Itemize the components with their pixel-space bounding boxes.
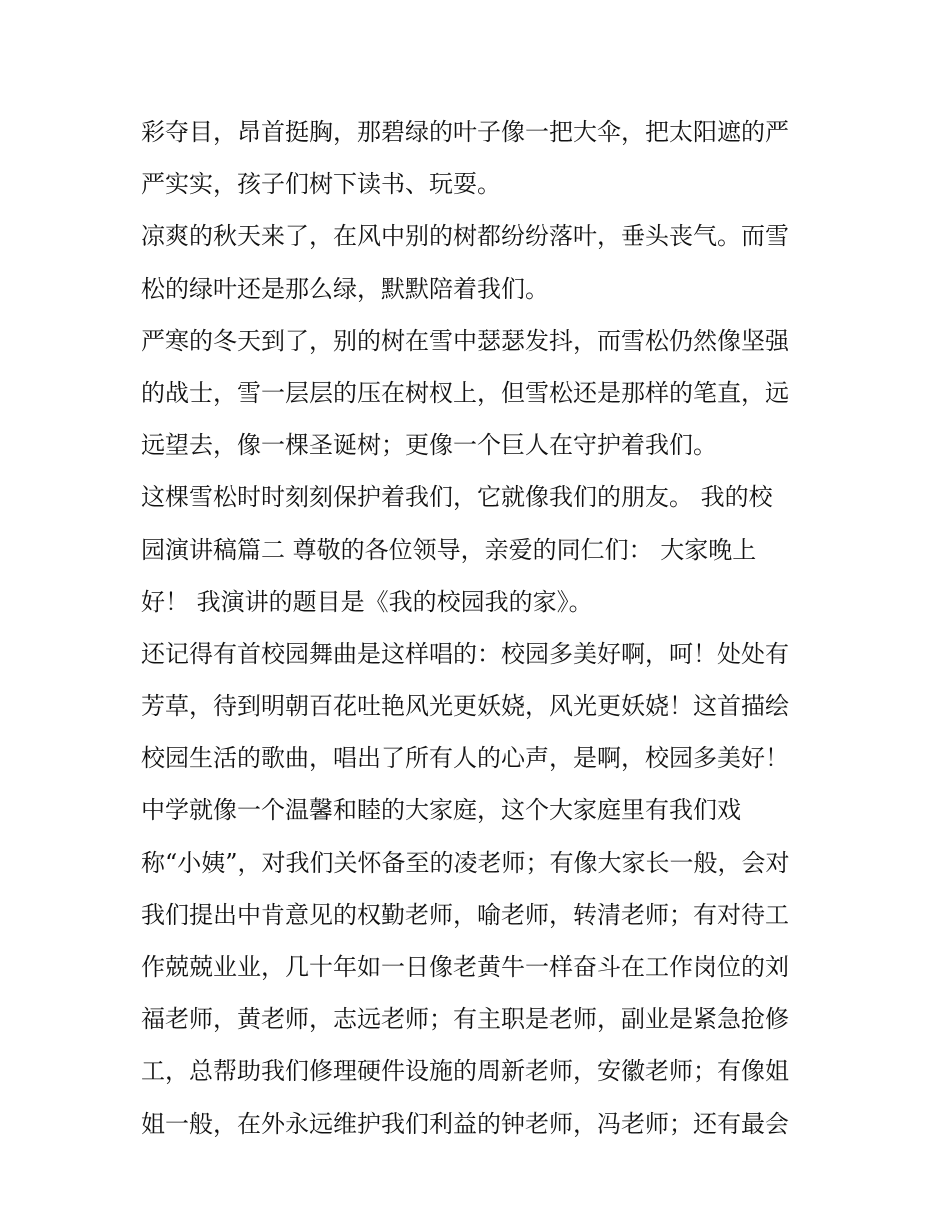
text-line: 园演讲稿篇二 尊敬的各位领导，亲爱的同仁们： 大家晚上 <box>141 535 757 564</box>
text-line: 福老师，黄老师，志远老师；有主职是老师，副业是紧急抢修 <box>141 1005 789 1034</box>
text-line: 称“小姨”，对我们关怀备至的凌老师；有像大家长一般，会对 <box>141 848 790 877</box>
text-line: 姐一般，在外永远维护我们利益的钟老师，冯老师；还有最会 <box>141 1109 789 1138</box>
text-line: 工，总帮助我们修理硬件设施的周新老师，安徽老师；有像姐 <box>141 1057 789 1086</box>
text-line: 远望去，像一棵圣诞树；更像一个巨人在守护着我们。 <box>141 431 717 460</box>
text-line: 还记得有首校园舞曲是这样唱的：校园多美好啊，呵！处处有 <box>141 639 789 668</box>
text-line: 松的绿叶还是那么绿，默默陪着我们。 <box>141 274 549 303</box>
text-line: 芳草，待到明朝百花吐艳风光更妖娆，风光更妖娆！这首描绘 <box>141 692 789 721</box>
text-line: 严寒的冬天到了，别的树在雪中瑟瑟发抖，而雪松仍然像坚强 <box>141 326 789 355</box>
body-text <box>141 106 821 1150</box>
text-line: 好！ 我演讲的题目是《我的校园我的家》。 <box>141 587 593 616</box>
text-line: 中学就像一个温馨和睦的大家庭，这个大家庭里有我们戏 <box>141 796 741 825</box>
text-line: 彩夺目，昂首挺胸，那碧绿的叶子像一把大伞，把太阳遮的严 <box>141 118 789 146</box>
text-line: 校园生活的歌曲，唱出了所有人的心声，是啊，校园多美好！ <box>141 744 789 773</box>
text-line: 我们提出中肯意见的权勤老师，喻老师，转清老师；有对待工 <box>141 900 789 929</box>
text-line: 的战士，雪一层层的压在树杈上，但雪松还是那样的笔直，远 <box>141 378 789 407</box>
text-line: 严实实，孩子们树下读书、玩耍。 <box>141 170 501 199</box>
text-line: 凉爽的秋天来了，在风中别的树都纷纷落叶，垂头丧气。而雪 <box>141 222 789 251</box>
text-line: 这棵雪松时时刻刻保护着我们，它就像我们的朋友。 我的校 <box>141 483 773 512</box>
text-line: 作兢兢业业，几十年如一日像老黄牛一样奋斗在工作岗位的刘 <box>141 953 789 981</box>
